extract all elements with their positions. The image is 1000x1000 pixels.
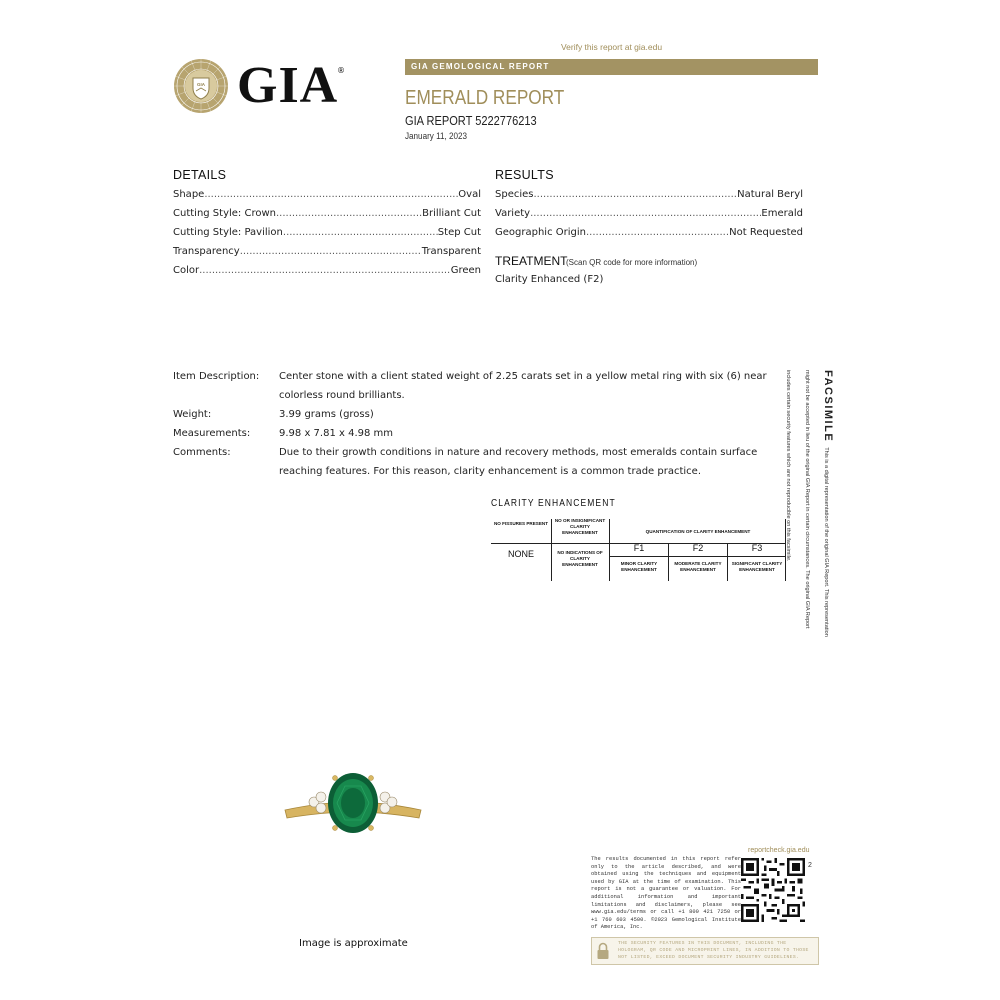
row-value: Step Cut xyxy=(437,227,481,238)
clarity-enhancement-title: CLARITY ENHANCEMENT xyxy=(491,498,616,509)
treatment-heading: TREATMENT xyxy=(495,254,568,268)
value-no-indications: NO INDICATIONS OF CLARITY ENHANCEMENT xyxy=(557,550,603,567)
treatment-value: Clarity Enhanced (F2) xyxy=(495,274,604,285)
facsimile-body: This is a digital representation of the original GIA Report. This representation might not be accepted in lieu of the original GIA Report in certain circumstances. The original GIA Report includes certain security features which are not reproducible on this facsimile. xyxy=(785,370,829,637)
row-value: Emerald xyxy=(761,208,803,219)
lock-icon xyxy=(596,942,610,960)
qr-code-icon[interactable] xyxy=(741,858,805,922)
results-row-species xyxy=(495,188,803,202)
value-none: NONE xyxy=(507,549,534,559)
col-no-insignificant: NO OR INSIGNIFICANT CLARITY ENHANCEMENT xyxy=(554,518,606,535)
comments-label: Comments: xyxy=(173,447,231,458)
row-label: Cutting Style: Pavilion xyxy=(173,227,283,238)
row-value: Transparent xyxy=(421,246,481,257)
svg-text:GIA: GIA xyxy=(196,82,206,87)
results-heading: RESULTS xyxy=(495,168,554,182)
item-description-label: Item Description: xyxy=(173,371,260,382)
measurements-label: Measurements: xyxy=(173,428,251,439)
report-date: January 11, 2023 xyxy=(405,131,468,141)
image-caption: Image is approximate xyxy=(299,938,408,949)
row-label: Shape xyxy=(173,189,205,200)
row-value: Green xyxy=(450,265,481,276)
grade-f3: F3 xyxy=(751,543,763,553)
row-value: Oval xyxy=(458,189,481,200)
table-divider xyxy=(609,556,786,557)
verify-link[interactable]: Verify this report at gia.edu xyxy=(560,42,663,52)
grade-f1-desc: MINOR CLARITY ENHANCEMENT xyxy=(620,561,658,572)
clarity-enhancement-scale xyxy=(491,515,787,583)
col-quantification: QUANTIFICATION OF CLARITY ENHANCEMENT xyxy=(645,529,751,534)
grade-f3-desc: SIGNIFICANT CLARITY ENHANCEMENT xyxy=(731,561,783,572)
treatment-note: (Scan QR code for more information) xyxy=(566,258,698,267)
ring-image xyxy=(283,772,423,842)
item-description-value: Center stone with a client stated weight of 2.25 carats set in a yellow metal ring with six (6) near colorless round brilliants. xyxy=(279,371,767,401)
weight-label: Weight: xyxy=(173,409,212,420)
row-label: Transparency xyxy=(173,246,240,257)
details-row-shape xyxy=(173,188,481,202)
grade-f2: F2 xyxy=(692,543,704,553)
col-no-fissures: NO FISSURES PRESENT xyxy=(493,521,549,526)
details-heading: DETAILS xyxy=(173,168,227,182)
disclaimer-text: The results documented in this report refer only to the article described, and were obtained using the techniques and equipment used by GIA at the time of examination. This report is not a guarantee or valuation. For additional information and important limitations and disclaimers, please see www.gia.edu/terms or call +1 800 421 7250 or +1 760 603 4500. ©2023 Gemological Institute of America, Inc. xyxy=(591,856,741,931)
results-row-variety xyxy=(495,207,803,221)
report-band: GIA GEMOLOGICAL REPORT xyxy=(405,59,818,75)
details-row-pavilion xyxy=(173,226,481,240)
report-title: EMERALD REPORT xyxy=(405,87,565,109)
row-label: Color xyxy=(173,265,200,276)
row-label: Cutting Style: Crown xyxy=(173,208,276,219)
row-label: Species xyxy=(495,189,534,200)
measurements-value: 9.98 x 7.81 x 4.98 mm xyxy=(279,428,394,439)
row-value: Natural Beryl xyxy=(737,189,803,200)
qr-number: 2 xyxy=(808,862,812,869)
results-row-origin xyxy=(495,226,803,240)
details-row-color xyxy=(173,264,481,278)
grade-f1: F1 xyxy=(633,543,645,553)
details-row-transparency xyxy=(173,245,481,259)
gia-logo: GIA xyxy=(237,57,339,114)
reportcheck-link[interactable]: reportcheck.gia.edu xyxy=(748,847,810,854)
grade-f2-desc: MODERATE CLARITY ENHANCEMENT xyxy=(674,561,722,572)
row-value: Not Requested xyxy=(729,227,803,238)
row-value: Brilliant Cut xyxy=(422,208,481,219)
row-label: Geographic Origin xyxy=(495,227,586,238)
facsimile-title: FACSIMILE xyxy=(822,370,834,443)
gia-seal-icon xyxy=(173,58,229,114)
details-row-crown xyxy=(173,207,481,221)
report-number: GIA REPORT 5222776213 xyxy=(405,113,537,128)
comments-value: Due to their growth conditions in nature and recovery methods, most emeralds contain surface reaching features. For this reason, clarity enhancement is a common trade practice. xyxy=(279,447,758,477)
table-divider xyxy=(551,519,552,581)
security-text: THE SECURITY FEATURES IN THIS DOCUMENT, INCLUDING THE HOLOGRAM, QR CODE AND MICROPRINT LINES, IN ADDITION TO THOSE NOT LISTED, EXCEED DOCUMENT SECURITY INDUSTRY GUIDELINES. xyxy=(618,941,809,960)
registered-mark: ® xyxy=(337,66,345,75)
weight-value: 3.99 grams (gross) xyxy=(279,409,374,420)
row-label: Variety xyxy=(495,208,531,219)
